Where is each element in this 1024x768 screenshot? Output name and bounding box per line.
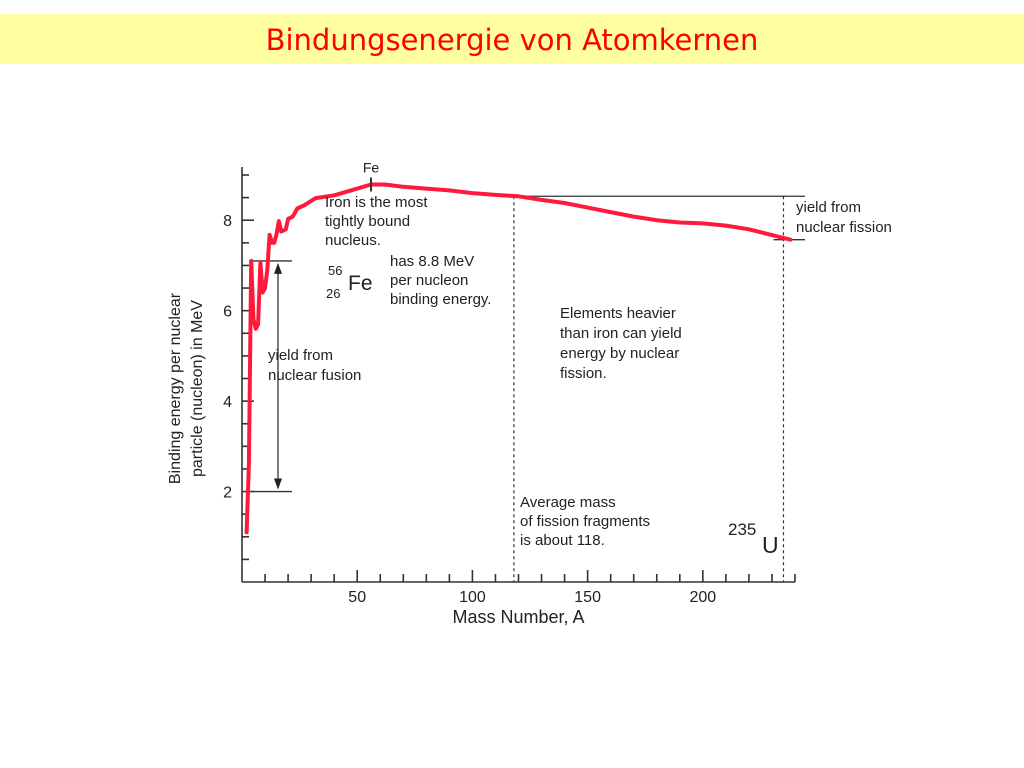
fission-fragments-note: Average mass — [520, 494, 616, 511]
x-axis-label: Mass Number, A — [452, 607, 585, 627]
fusion-note: yield from — [268, 347, 334, 364]
y-axis-label: particle (nucleon) in MeV — [189, 300, 206, 477]
fission-fragments-note: is about 118. — [520, 532, 605, 549]
y-tick-label: 4 — [223, 394, 232, 412]
x-tick-label: 150 — [574, 589, 601, 606]
x-tick-label: 200 — [689, 589, 717, 606]
fission-note: nuclear fission — [796, 219, 892, 236]
iron-note: tightly bound — [325, 213, 411, 230]
heavier-elements-note: than iron can yield — [560, 325, 682, 342]
y-tick-label: 8 — [223, 213, 232, 231]
fe-marker-label: Fe — [362, 159, 380, 176]
fe-mass-number: 56 — [328, 263, 343, 278]
x-tick-label: 100 — [459, 589, 486, 606]
fusion-arrow-head-down — [274, 479, 282, 490]
heavier-elements-note: energy by nuclear — [560, 345, 680, 362]
iron-note: Iron is the most — [325, 194, 428, 211]
uranium-mass-number: 235 — [728, 520, 757, 539]
heavier-elements-note: fission. — [560, 365, 607, 382]
uranium-symbol: U — [762, 532, 779, 558]
x-tick-label: 50 — [348, 589, 367, 606]
y-tick-label: 2 — [223, 484, 232, 502]
fe-symbol: Fe — [348, 272, 373, 295]
fe-energy-note: has 8.8 MeV — [390, 253, 475, 270]
fusion-note: nuclear fusion — [268, 367, 362, 384]
fe-atomic-number: 26 — [326, 286, 341, 301]
page-title: Bindungsenergie von Atomkernen — [265, 23, 759, 57]
fusion-arrow-head-up — [274, 263, 282, 274]
fission-note: yield from — [796, 199, 862, 216]
fe-energy-note: per nucleon — [390, 272, 469, 289]
heavier-elements-note: Elements heavier — [560, 305, 676, 322]
y-axis-label: Binding energy per nuclear — [167, 292, 184, 485]
iron-note: nucleus. — [325, 232, 381, 249]
fission-fragments-note: of fission fragments — [520, 513, 651, 530]
y-tick-label: 6 — [223, 303, 232, 321]
fe-energy-note: binding energy. — [390, 291, 492, 308]
